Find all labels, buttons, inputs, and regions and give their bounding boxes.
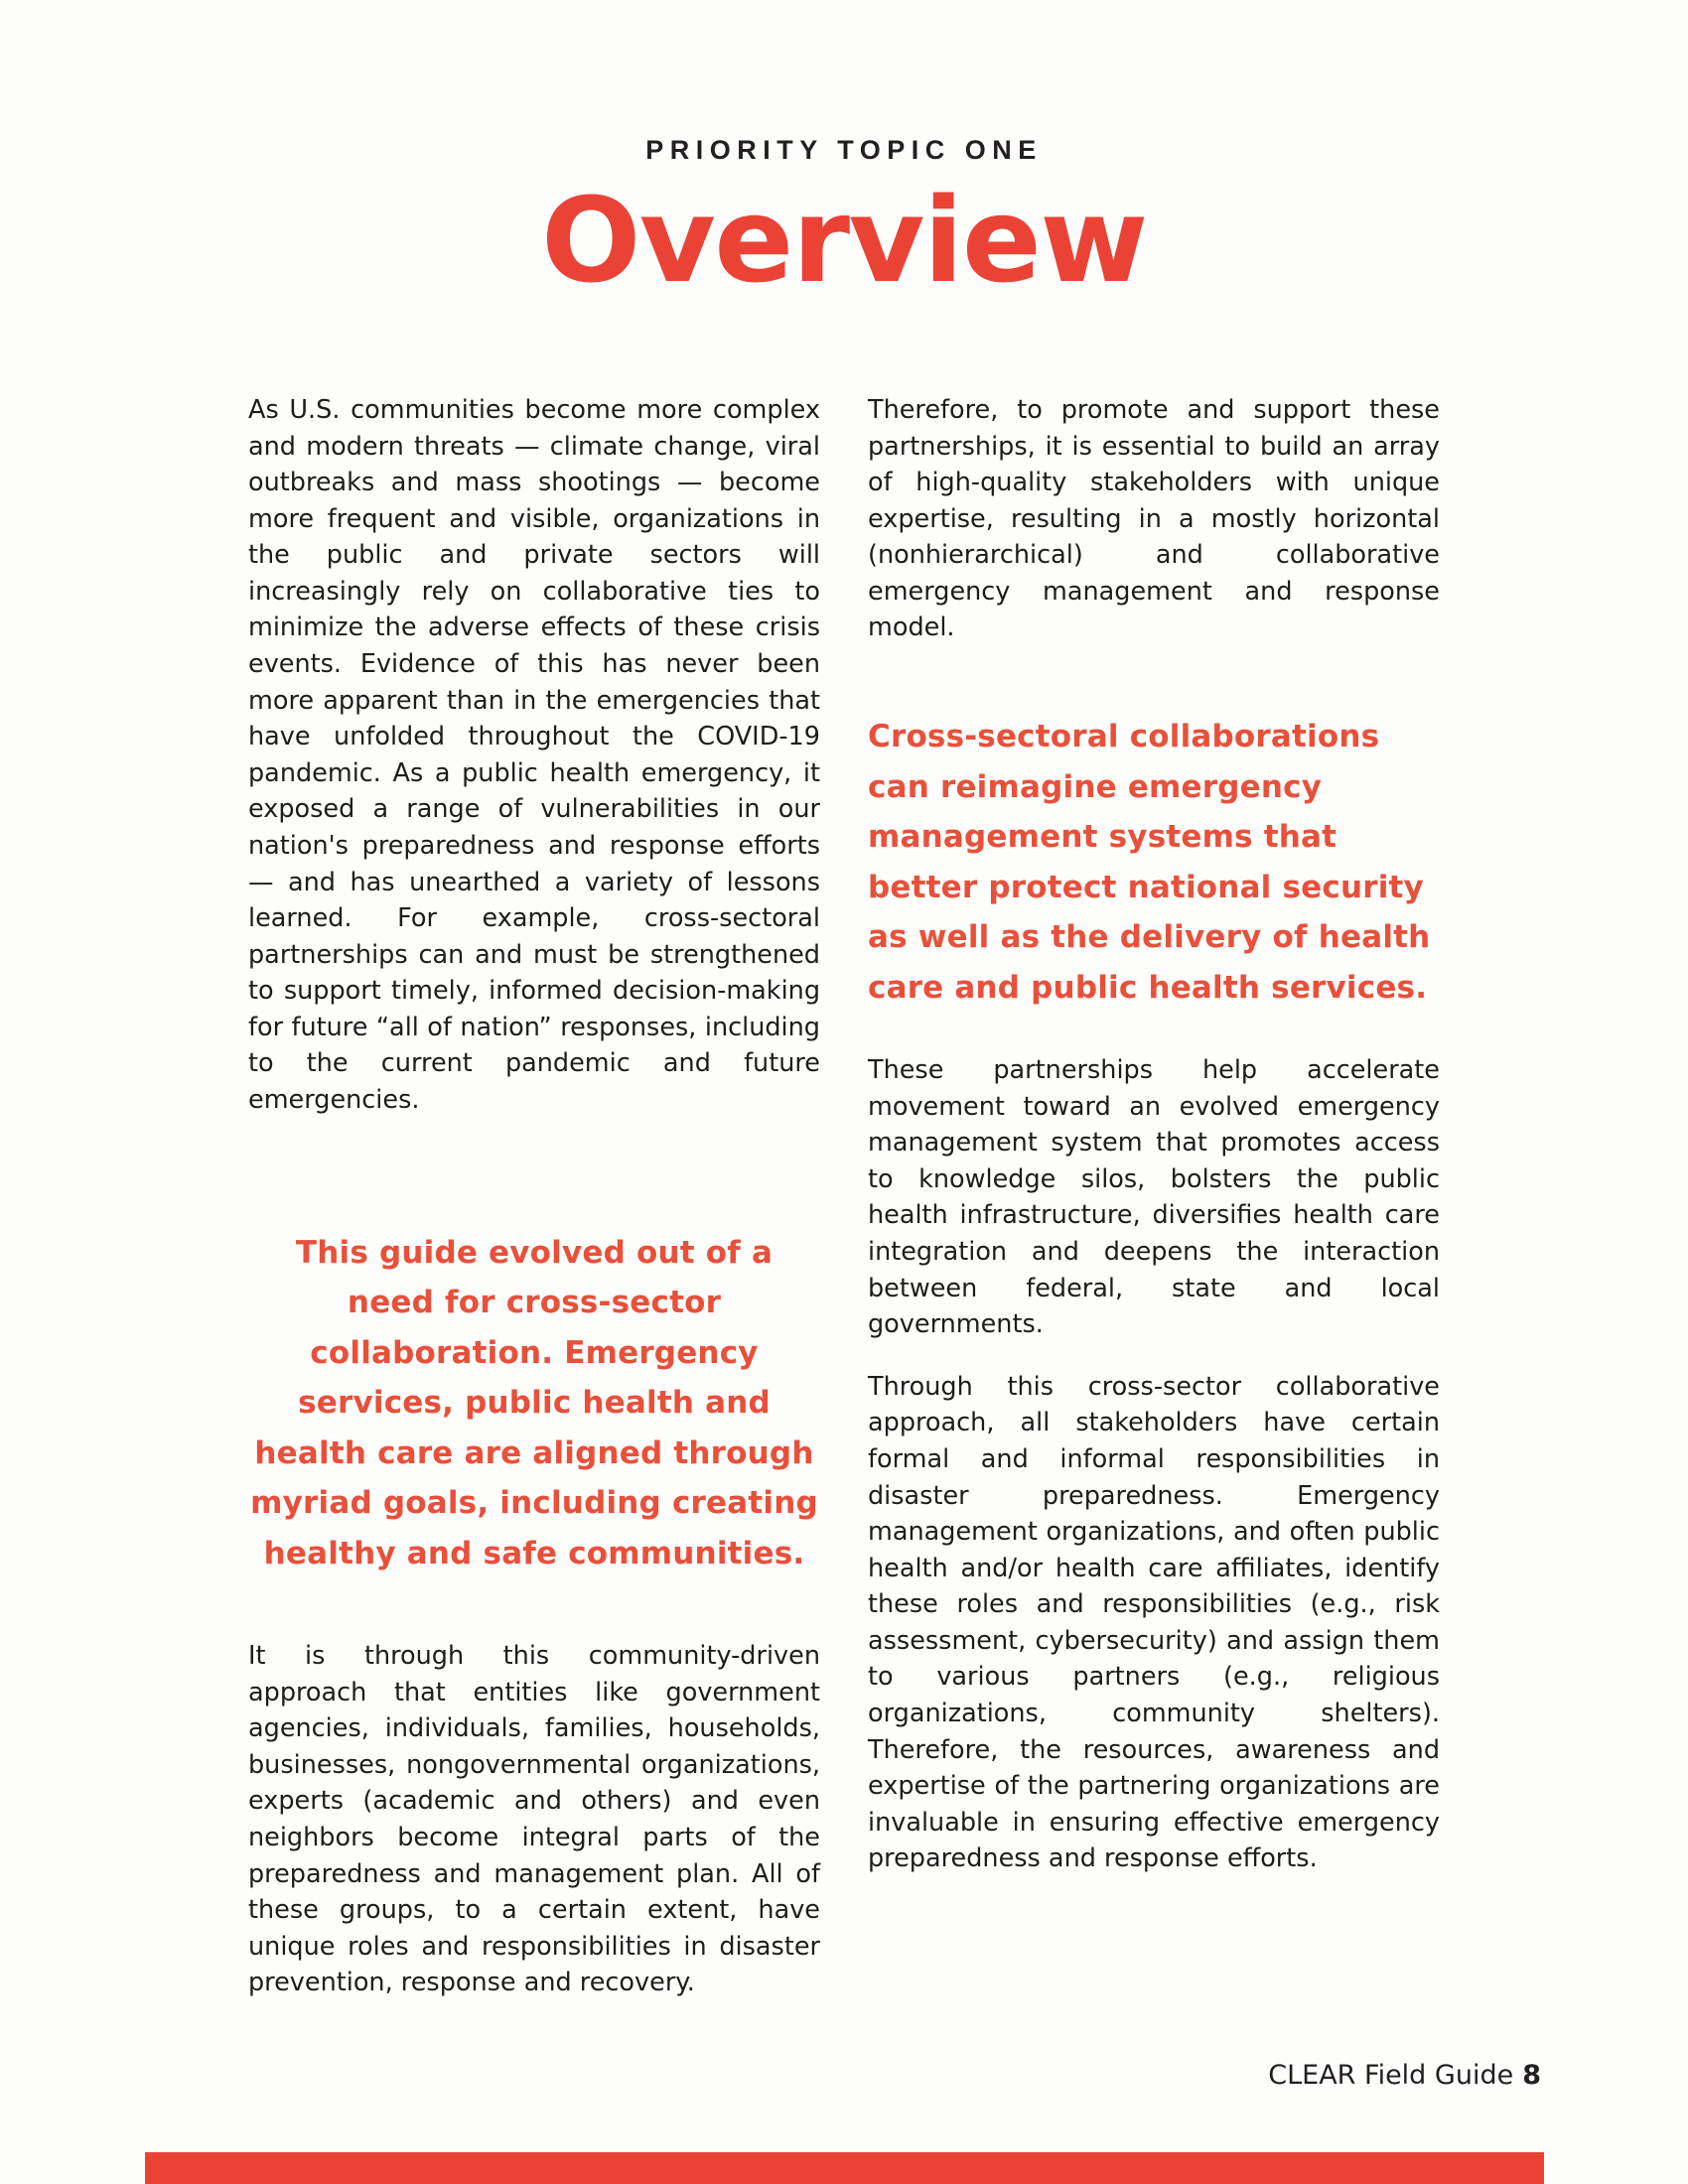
right-column (868, 392, 1440, 2001)
kicker-label: PRIORITY TOPIC ONE (645, 135, 1043, 165)
spacer (248, 1145, 820, 1228)
bottom-accent-bar (145, 2152, 1544, 2184)
spacer (868, 1013, 1440, 1052)
spacer (868, 672, 1440, 712)
page-title: Overview (541, 172, 1147, 309)
right-pullquote: Cross-sectoral collaborations can reimagine emergency management systems that better protect national security as well as the delivery of health care and public health services. (868, 719, 1431, 1006)
two-column-body (0, 392, 1688, 2001)
page-footer (0, 2060, 1688, 2091)
right-paragraph-1: Therefore, to promote and support these partnerships, it is essential to build an array of high-quality stakeholders with unique expertise, resulting in a mostly horizontal (nonhierarchical) and collaborative emergency management and response model. (868, 395, 1440, 643)
left-column (248, 392, 820, 2001)
page-header (0, 0, 1688, 309)
left-paragraph-2: It is through this community-driven approach that entities like government agencies, individuals, families, households, businesses, nongovernmental organizations, experts (academic and others) and even neighbors become integral parts of the preparedness and management plan. All of these groups, to a certain extent, have unique roles and responsibilities in disaster prevention, response and recovery. (248, 1641, 820, 1998)
right-paragraph-2: These partnerships help accelerate movement toward an evolved emergency management system that promotes access to knowledge silos, bolsters the public health infrastructure, diversifies health care integration and deepens the interaction between federal, state and local governments. (868, 1055, 1440, 1340)
spacer (248, 1578, 820, 1638)
footer-guide-name: CLEAR Field Guide (1268, 2060, 1514, 2091)
footer-page-number: 8 (1522, 2060, 1541, 2091)
right-paragraph-3: Through this cross-sector collaborative approach, all stakeholders have certain formal and informal responsibilities in disaster preparedness. Emergency management organizations, and often public health and/or health care affiliates, identify these roles and responsibilities (e.g., risk assessment, cybersecurity) and assign them to various partners (e.g., religious organizations, community shelters). Therefore, the resources, awareness and expertise of the partnering organizations are invaluable in ensuring effective emergency preparedness and response efforts. (868, 1371, 1440, 1874)
left-pullquote: This guide evolved out of a need for cross-sector collaboration. Emergency services, public health and health care are aligned through myriad goals, including creating healthy and safe communities. (250, 1234, 818, 1571)
left-paragraph-1: As U.S. communities become more complex and modern threats — climate change, viral outbreaks and mass shootings — become more frequent and visible, organizations in the public and private sectors will increasingly rely on collaborative ties to minimize the adverse effects of these crisis events. Evidence of this has never been more apparent than in the emergencies that have unfolded throughout the COVID-19 pandemic. As a public health emergency, it exposed a range of vulnerabilities in our nation's preparedness and response efforts — and has unearthed a variety of lessons learned. For example, cross-sectoral partnerships can and must be strengthened to support timely, informed decision-making for future “all of nation” responses, including to the current pandemic and future emergencies. (248, 395, 820, 1115)
